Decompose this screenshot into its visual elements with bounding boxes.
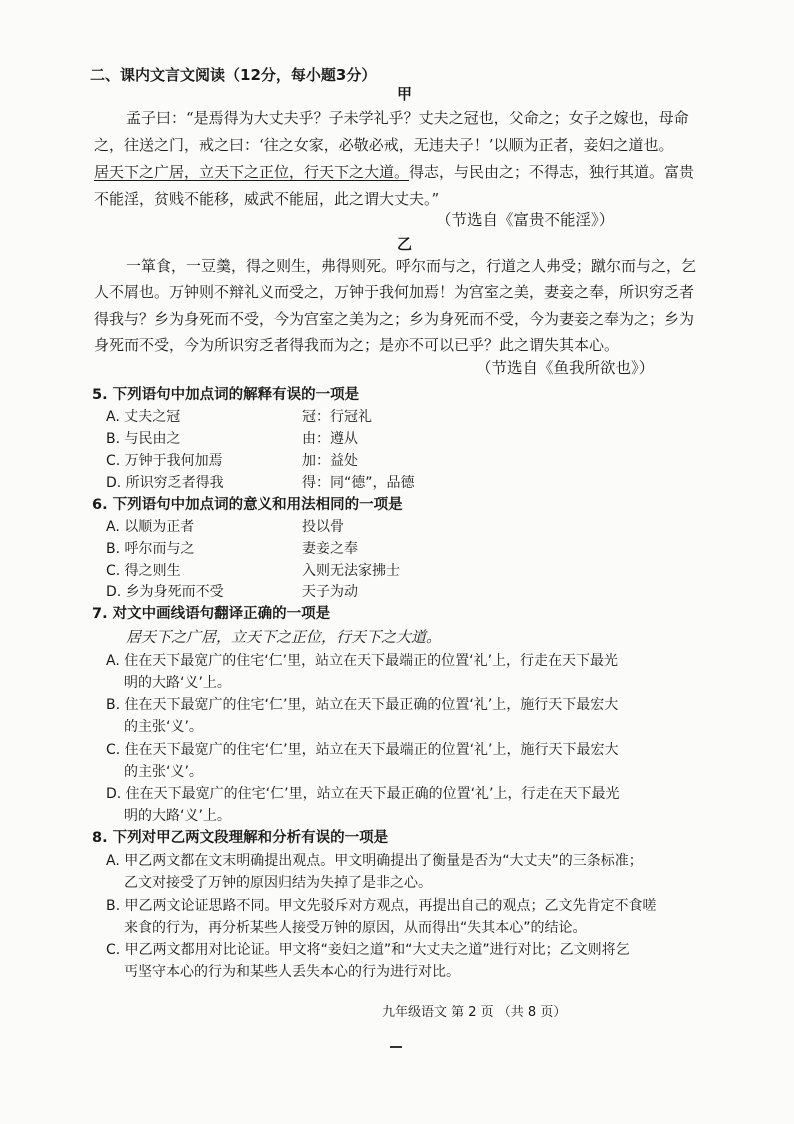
q5-option-b-gloss: 由：遵从 [302,431,358,447]
question-8-stem: 8. 下列对甲乙两文段理解和分析有误的一项是 [92,830,389,846]
q7-quote: 居天下之广居，立天下之正位，行天下之大道。 [126,628,442,646]
q7-option-d: D. 住在天下最宽广的住宅‘仁’里，站立在天下最正确的位置‘礼’上，行走在天下最光 [106,786,620,802]
q7-option-b-cont: 的主张‘义’。 [124,719,203,735]
page-footer: 九年级语文 第 2 页 （共 8 页） [382,1005,567,1020]
q6-option-c: C. 得之则生 [106,563,181,579]
q8-option-c-cont: 丐坚守本心的行为和某些人丢失本心的行为进行对比。 [124,964,460,980]
passage-jia-line: 居天下之广居，立天下之正位，行天下之大道。得志，与民由之；不得志，独行其道。富贵 [94,163,695,181]
page-stub-mark [390,1046,402,1048]
q8-option-c: C. 甲乙两文都用对比论证。甲文将“妾妇之道”和“大丈夫之道”进行对比；乙文则将乞 [106,942,630,958]
question-7-stem: 7. 对文中画线语句翻译正确的一项是 [92,606,331,622]
q5-option-a-gloss: 冠：行冠礼 [302,409,372,425]
q6-option-d: D. 乡为身死而不受 [106,584,224,600]
question-6-stem: 6. 下列语句中加点词的意义和用法相同的一项是 [92,497,403,513]
q7-option-d-cont: 明的大路‘义’上。 [124,808,231,824]
q5-option-b: B. 与民由之 [106,431,181,447]
passage-jia-label: 甲 [397,85,413,103]
q6-option-b: B. 呼尔而与之 [106,541,195,557]
q6-option-d-compare: 天子为动 [302,584,358,600]
passage-jia-source: （节选自《富贵不能淫》） [436,211,615,229]
passage-yi-label: 乙 [397,235,413,253]
passage-jia-line: 之，往送之门，戒之曰：‘往之女家，必敬必戒，无违夫子！’以顺为正者，妾妇之道也。 [94,136,674,154]
q7-option-a: A. 住在天下最宽广的住宅‘仁’里，站立在天下最端正的位置‘礼’上，行走在天下最光 [106,653,619,669]
q5-option-c-gloss: 加：益处 [302,453,358,469]
q6-option-a: A. 以顺为正者 [106,519,195,535]
passage-yi-line: 得我与？乡为身死而不受，今为宫室之美为之；乡为身死而不受，今为妻妾之奉为之；乡为 [94,310,695,328]
passage-yi-source: （节选自《鱼我所欲也》） [476,359,655,377]
section-title: 二、课内文言文阅读（12分，每小题3分） [90,66,377,84]
passage-jia-line: 不能淫，贫贱不能移，威武不能屈，此之谓大丈夫。” [94,190,440,208]
q5-option-d: D. 所识穷乏者得我 [106,475,224,491]
passage-jia-line: 孟子曰：“是焉得为大丈夫乎？子未学礼乎？丈夫之冠也，父命之；女子之嫁也，母命 [126,109,689,127]
q5-option-c: C. 万钟于我何加焉 [106,453,223,469]
q8-option-b-cont: 来食的行为，再分析某些人接受万钟的原因，从而得出“失其本心”的结论。 [124,920,587,936]
q7-option-b: B. 住在天下最宽广的住宅‘仁’里，站立在天下最正确的位置‘礼’上，施行天下最宏大 [106,697,619,713]
passage-yi-line: 人不屑也。万钟则不辩礼义而受之，万钟于我何加焉！为宫室之美，妻妾之奉，所识穷乏者 [94,283,695,301]
q8-option-a: A. 甲乙两文都在文末明确提出观点。甲文明确提出了衡量是否为“大丈夫”的三条标准； [106,853,643,869]
passage-yi-line: 身死而不受，今为所识穷乏者得我而为之；是亦不可以已乎？此之谓失其本心。 [94,336,620,354]
q8-option-a-cont: 乙文对接受了万钟的原因归结为失掉了是非之心。 [124,875,432,891]
q6-option-b-compare: 妻妾之奉 [302,541,358,557]
question-5-stem: 5. 下列语句中加点词的解释有误的一项是 [92,387,360,403]
passage-yi-line: 一箪食，一豆羹，得之则生，弗得则死。呼尔而与之，行道之人弗受；蹴尔而与之，乞 [126,257,697,275]
underlined-sentence: 居天下之广居，立天下之正位，行天下之大道。 [94,163,410,181]
q7-option-a-cont: 明的大路‘义’上。 [124,675,231,691]
q5-option-d-gloss: 得：同“德”，品德 [302,475,415,491]
q7-option-c: C. 住在天下最宽广的住宅‘仁’里，站立在天下最端正的位置‘礼’上，施行天下最宏大 [106,742,619,758]
q6-option-a-compare: 投以骨 [302,519,344,535]
q7-option-c-cont: 的主张‘义’。 [124,764,203,780]
q8-option-b: B. 甲乙两文论证思路不同。甲文先驳斥对方观点，再提出自己的观点；乙文先肯定不食嗟 [106,898,657,914]
q5-option-a: A. 丈夫之冠 [106,409,181,425]
q6-option-c-compare: 入则无法家拂士 [302,563,400,579]
